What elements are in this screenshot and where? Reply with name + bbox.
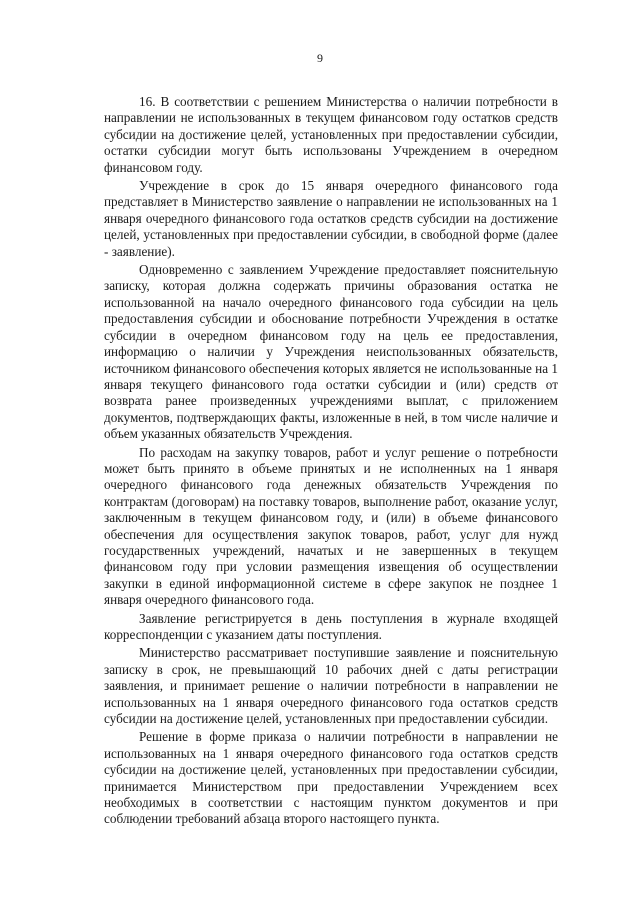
paragraph-application-deadline: Учреждение в срок до 15 января очередного финансового года представляет в Министерство заявление о направлении не использованных на 1 января очередного финансового года остатков средств субсидии на достижение целей, установленных при предоставлении субсидии, в свободной форме (далее - заявление).	[104, 178, 558, 259]
paragraph-registration: Заявление регистрируется в день поступления в журнале входящей корреспонденции с указанием даты поступления.	[104, 610, 558, 642]
paragraph-explanatory-note: Одновременно с заявлением Учреждение предоставляет пояснительную записку, которая должна содержать причины образования остатка не использованной на начало очередного финансового года субсидии на цель предоставления субсидии и обоснование потребности Учреждения в остатке субсидии в очередном финансовом году на цель ее предоставления, информацию о наличии у Учреждения неиспользованных обязательств, источником финансового обеспечения которых является не использованные на 1 января текущего финансового года остатки субсидии и (или) средств от возврата ранее произведенных учреждениями выплат, с приложением документов, подтверждающих факты, изложенные в ней, в том числе наличие и объем указанных обязательств Учреждения.	[104, 262, 558, 442]
paragraph-16-intro: 16. В соответствии с решением Министерства о наличии потребности в направлении не использованных в текущем финансовом году остатков средств субсидии на достижение целей, установленных при предоставлении субсидии, остатки субсидии могут быть использованы Учреждением в очередном финансовом году.	[104, 94, 558, 175]
paragraph-procurement-expenses: По расходам на закупку товаров, работ и услуг решение о потребности может быть принято в объеме принятых и не исполненных на 1 января очередного финансового года денежных обязательств Учреждения по контрактам (договорам) на поставку товаров, выполнение работ, оказание услуг, заключенным в текущем финансовом году, и (или) в объеме финансового обеспечения для осуществления закупок товаров, работ, услуг для нужд государственных учреждений, начатых и не завершенных в текущем финансовом году при условии размещения извещения об осуществлении закупки в единой информационной системе в сфере закупок не позднее 1 января очередного финансового года.	[104, 444, 558, 608]
paragraph-ministry-review: Министерство рассматривает поступившие заявление и пояснительную записку в срок, не превышающий 10 рабочих дней с даты регистрации заявления, и принимает решение о наличии потребности в направлении не использованных на 1 января очередного финансового года остатков средств субсидии на достижение целей, установленных при предоставлении субсидии.	[104, 645, 558, 727]
page-number: 9	[317, 51, 323, 65]
paragraph-decision-order: Решение в форме приказа о наличии потребности в направлении не использованных на 1 января очередного финансового года остатков средств субсидии на достижение целей, установленных при предоставлении субсидии, принимается Министерством при предоставлении Учреждением всех необходимых в соответствии с настоящим пунктом документов и при соблюдении требований абзаца второго настоящего пункта.	[104, 729, 558, 827]
document-body	[104, 94, 558, 828]
